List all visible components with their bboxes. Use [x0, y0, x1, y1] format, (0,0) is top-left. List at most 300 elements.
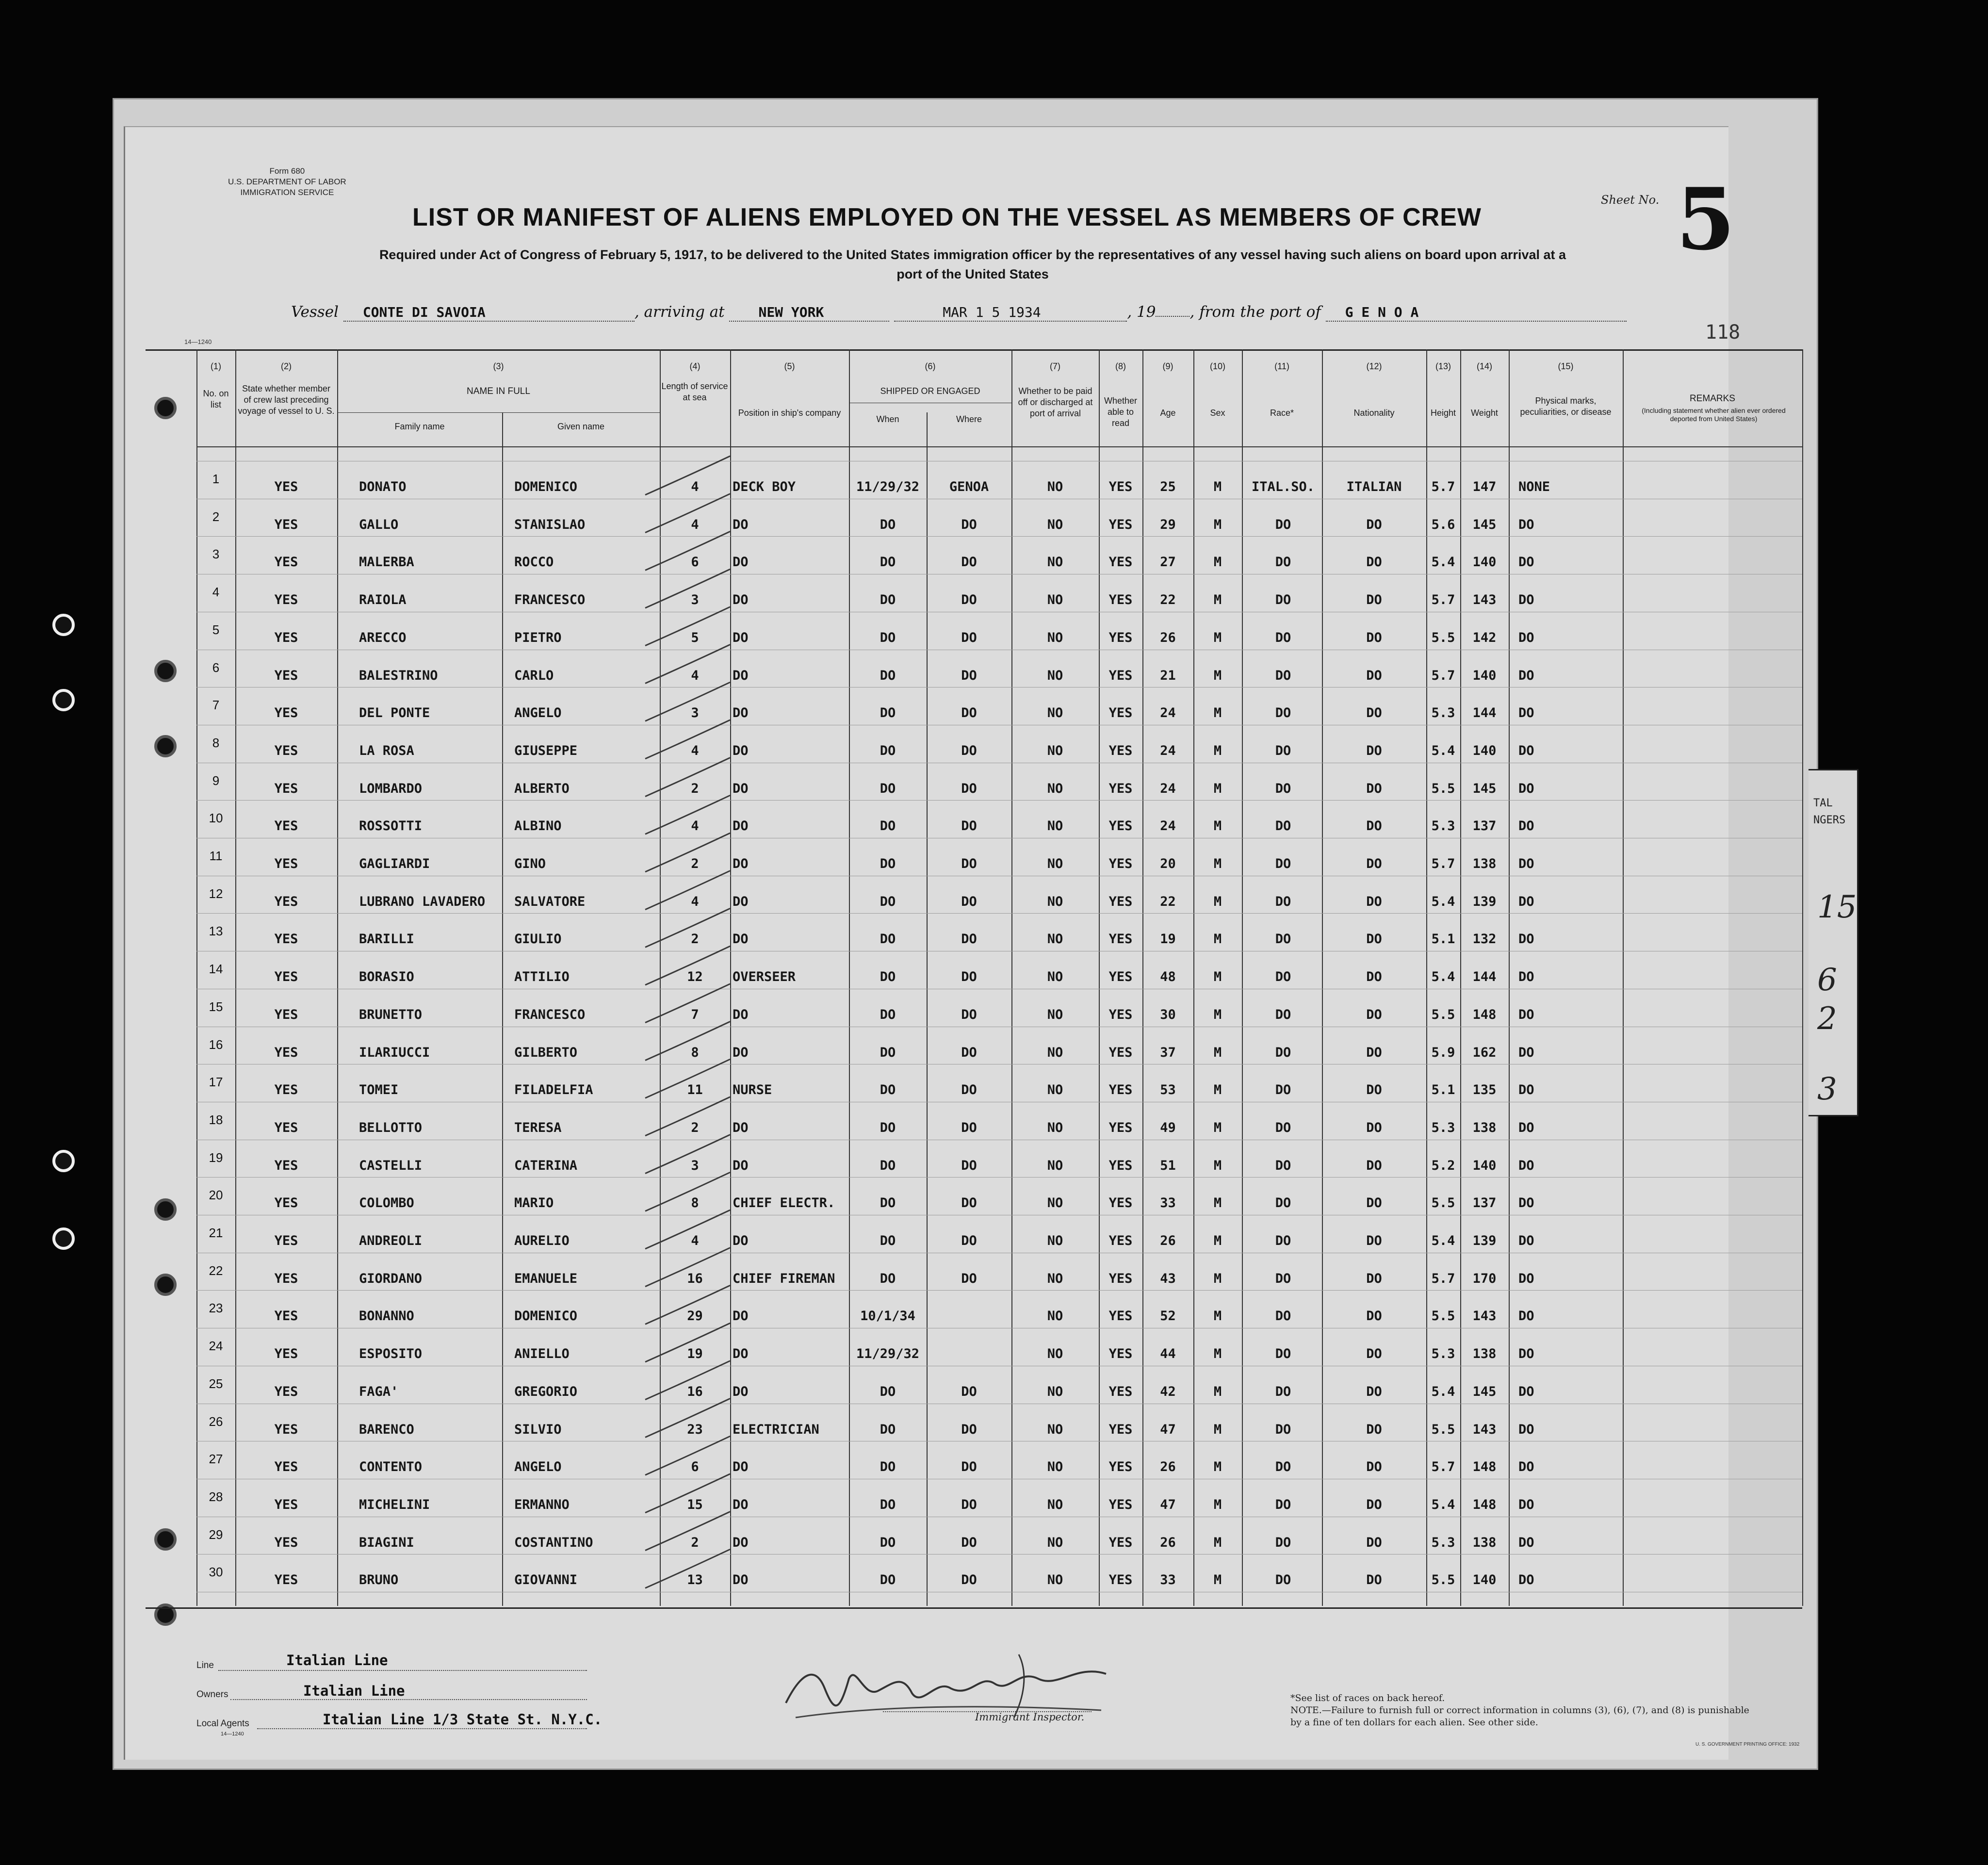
header-family-name: Family name: [394, 422, 445, 431]
cell-race: DO: [1275, 1346, 1291, 1361]
col-num-2: (2): [281, 361, 292, 371]
cell-service: 23: [687, 1422, 703, 1437]
cell-weight: 137: [1472, 1195, 1497, 1211]
cell-weight: 148: [1472, 1497, 1497, 1512]
cell-race: DO: [1275, 781, 1291, 796]
header-remarks-note: (Including statement whether alien ever ordered deported from United States): [1642, 407, 1786, 423]
cell-age: 24: [1160, 705, 1176, 720]
cell-position: DO: [733, 1459, 749, 1474]
cell-marks: DO: [1518, 668, 1534, 683]
cell-marks: DO: [1518, 1497, 1534, 1512]
cell-read: YES: [1108, 1082, 1133, 1097]
cell-sex: M: [1213, 1497, 1222, 1512]
row-number: 20: [209, 1188, 223, 1202]
cell-height: 5.3: [1431, 1346, 1455, 1361]
cell-nationality: DO: [1366, 969, 1382, 984]
row-number: 12: [209, 886, 223, 901]
cell-service: 2: [691, 856, 699, 871]
cell-sex: M: [1213, 705, 1222, 720]
cell-sex: M: [1213, 668, 1222, 683]
cell-when: DO: [880, 1195, 896, 1211]
cell-service: 2: [691, 1535, 699, 1550]
cell-read: YES: [1108, 743, 1133, 758]
cell-position: DO: [733, 592, 749, 607]
owners-field: [230, 1698, 587, 1700]
cell-nationality: DO: [1366, 894, 1382, 909]
cell-paid: NO: [1047, 1045, 1063, 1060]
cell-marks: DO: [1518, 1309, 1534, 1324]
cell-where: DO: [961, 1384, 977, 1399]
cell-when: DO: [880, 818, 896, 834]
column-rule: [1242, 349, 1243, 1606]
row-number: 10: [209, 811, 223, 825]
cell-sex: M: [1213, 479, 1222, 494]
cell-where: DO: [961, 1271, 977, 1286]
cell-given: ALBERTO: [514, 781, 570, 796]
header-able-to-read: Whether able to read: [1104, 396, 1138, 428]
cell-age: 26: [1160, 1535, 1176, 1550]
cell-nationality: DO: [1366, 1082, 1382, 1097]
binder-hole: [52, 689, 75, 711]
cell-position: DO: [733, 1158, 749, 1173]
row-number: 9: [212, 773, 220, 788]
cell-race: DO: [1275, 630, 1291, 645]
cell-service: 4: [691, 517, 699, 532]
cell-prev: YES: [274, 781, 298, 796]
cell-age: 21: [1160, 668, 1176, 683]
cell-race: DO: [1275, 1195, 1291, 1211]
cell-where: DO: [961, 1158, 977, 1173]
tab-tally-2: 6: [1817, 962, 1837, 998]
cell-given: TERESA: [514, 1120, 562, 1135]
cell-when: DO: [880, 743, 896, 758]
cell-nationality: DO: [1366, 1233, 1382, 1248]
column-rule: [337, 349, 338, 1606]
cell-paid: NO: [1047, 969, 1063, 984]
cell-prev: YES: [274, 1422, 298, 1437]
cell-marks: DO: [1518, 592, 1534, 607]
cell-age: 33: [1160, 1195, 1176, 1211]
cell-family: BRUNETTO: [359, 1007, 423, 1022]
cell-nationality: DO: [1366, 1384, 1382, 1399]
cell-marks: DO: [1518, 1535, 1534, 1550]
cell-paid: NO: [1047, 1158, 1063, 1173]
cell-nationality: DO: [1366, 668, 1382, 683]
cell-prev: YES: [274, 1497, 298, 1512]
cell-read: YES: [1108, 781, 1133, 796]
cell-prev: YES: [274, 1007, 298, 1022]
cell-race: DO: [1275, 1572, 1291, 1587]
cell-weight: 138: [1472, 1535, 1497, 1550]
row-number: 5: [212, 622, 220, 637]
cell-when: DO: [880, 1572, 896, 1587]
cell-race: DO: [1275, 1309, 1291, 1324]
cell-height: 5.1: [1431, 932, 1455, 947]
cell-service: 29: [687, 1309, 703, 1324]
column-rule: [502, 412, 503, 1606]
cell-paid: NO: [1047, 1497, 1063, 1512]
cell-service: 6: [691, 1459, 699, 1474]
cell-age: 44: [1160, 1346, 1176, 1361]
cell-prev: YES: [274, 517, 298, 532]
cell-when: DO: [880, 555, 896, 570]
cell-family: MALERBA: [359, 555, 414, 570]
cell-weight: 132: [1472, 932, 1497, 947]
col-num-3: (3): [493, 361, 504, 371]
cell-weight: 145: [1472, 517, 1497, 532]
cell-when: DO: [880, 1158, 896, 1173]
cell-sex: M: [1213, 1195, 1222, 1211]
row-number: 14: [209, 962, 223, 976]
cell-family: GALLO: [359, 517, 399, 532]
cell-race: DO: [1275, 1535, 1291, 1550]
cell-prev: YES: [274, 1271, 298, 1286]
row-number: 27: [209, 1452, 223, 1466]
cell-height: 5.6: [1431, 517, 1455, 532]
cell-sex: M: [1213, 517, 1222, 532]
cell-read: YES: [1108, 1233, 1133, 1248]
header-given-name: Given name: [557, 422, 605, 431]
cell-service: 4: [691, 894, 699, 909]
cell-read: YES: [1108, 1045, 1133, 1060]
cell-when: 10/1/34: [860, 1309, 915, 1324]
vessel-name: CONTE DI SAVOIA: [362, 304, 486, 320]
cell-family: FAGA': [359, 1384, 399, 1399]
cell-sex: M: [1213, 894, 1222, 909]
cell-read: YES: [1108, 1158, 1133, 1173]
cell-paid: NO: [1047, 668, 1063, 683]
cell-paid: NO: [1047, 1384, 1063, 1399]
cell-when: DO: [880, 781, 896, 796]
cell-read: YES: [1108, 668, 1133, 683]
cell-age: 22: [1160, 894, 1176, 909]
cell-prev: YES: [274, 1158, 298, 1173]
cell-marks: NONE: [1518, 479, 1550, 494]
cell-when: DO: [880, 1120, 896, 1135]
header-height: Height: [1430, 408, 1456, 418]
cell-height: 5.5: [1431, 781, 1455, 796]
cell-family: ANDREOLI: [359, 1233, 423, 1248]
cell-service: 4: [691, 818, 699, 834]
cell-prev: YES: [274, 1459, 298, 1474]
cell-weight: 147: [1472, 479, 1497, 494]
cell-family: COLOMBO: [359, 1195, 414, 1211]
cell-family: DEL PONTE: [359, 705, 430, 720]
cell-given: SILVIO: [514, 1422, 562, 1437]
cell-prev: YES: [274, 743, 298, 758]
cell-nationality: DO: [1366, 1007, 1382, 1022]
cell-read: YES: [1108, 818, 1133, 834]
cell-race: DO: [1275, 705, 1291, 720]
cell-where: DO: [961, 705, 977, 720]
cell-age: 49: [1160, 1120, 1176, 1135]
cell-when: DO: [880, 1422, 896, 1437]
col-num-7: (7): [1050, 361, 1060, 371]
cell-read: YES: [1108, 932, 1133, 947]
cell-marks: DO: [1518, 932, 1534, 947]
cell-given: ERMANNO: [514, 1497, 570, 1512]
cell-family: GIORDANO: [359, 1271, 423, 1286]
cell-read: YES: [1108, 1422, 1133, 1437]
cell-when: DO: [880, 1233, 896, 1248]
tab-tally-4: 3: [1817, 1071, 1837, 1107]
cell-read: YES: [1108, 1497, 1133, 1512]
cell-where: DO: [961, 1007, 977, 1022]
cell-weight: 144: [1472, 705, 1497, 720]
cell-prev: YES: [274, 1572, 298, 1587]
cell-paid: NO: [1047, 781, 1063, 796]
printing-office-mark: U. S. GOVERNMENT PRINTING OFFICE: 1932: [1695, 1742, 1800, 1747]
cell-height: 5.3: [1431, 705, 1455, 720]
cell-read: YES: [1108, 1007, 1133, 1022]
cell-age: 20: [1160, 856, 1176, 871]
cell-paid: NO: [1047, 894, 1063, 909]
cell-age: 24: [1160, 781, 1176, 796]
cell-service: 16: [687, 1384, 703, 1399]
cell-height: 5.4: [1431, 969, 1455, 984]
cell-given: ANGELO: [514, 1459, 562, 1474]
header-length-of-service: Length of service at sea: [661, 381, 728, 402]
cell-weight: 140: [1472, 1572, 1497, 1587]
cell-race: DO: [1275, 743, 1291, 758]
cell-weight: 144: [1472, 969, 1497, 984]
cell-marks: DO: [1518, 1195, 1534, 1211]
row-number: 26: [209, 1414, 223, 1429]
cell-sex: M: [1213, 743, 1222, 758]
cell-height: 5.5: [1431, 1309, 1455, 1324]
cell-age: 51: [1160, 1158, 1176, 1173]
cell-paid: NO: [1047, 818, 1063, 834]
cell-read: YES: [1108, 1195, 1133, 1211]
cell-weight: 148: [1472, 1007, 1497, 1022]
cell-where: DO: [961, 1045, 977, 1060]
cell-given: DOMENICO: [514, 1309, 578, 1324]
row-number: 29: [209, 1527, 223, 1542]
cell-position: DO: [733, 856, 749, 871]
cell-service: 12: [687, 969, 703, 984]
cell-prev: YES: [274, 969, 298, 984]
cell-given: ALBINO: [514, 818, 562, 834]
col-num-14: (14): [1476, 361, 1492, 371]
cell-nationality: DO: [1366, 517, 1382, 532]
cell-height: 5.3: [1431, 818, 1455, 834]
cell-given: CATERINA: [514, 1158, 578, 1173]
cell-weight: 143: [1472, 1422, 1497, 1437]
row-number: 19: [209, 1150, 223, 1165]
cell-prev: YES: [274, 1535, 298, 1550]
cell-sex: M: [1213, 555, 1222, 570]
header-where: Where: [956, 414, 982, 424]
date-field: [894, 303, 1127, 322]
cell-race: DO: [1275, 1497, 1291, 1512]
cell-weight: 140: [1472, 1158, 1497, 1173]
cell-race: DO: [1275, 1459, 1291, 1474]
line-value: Italian Line: [286, 1652, 388, 1669]
cell-prev: YES: [274, 1082, 298, 1097]
cell-family: MICHELINI: [359, 1497, 430, 1512]
cell-where: DO: [961, 1082, 977, 1097]
cell-age: 26: [1160, 630, 1176, 645]
row-number: 4: [212, 585, 220, 599]
cell-age: 53: [1160, 1082, 1176, 1097]
cell-weight: 139: [1472, 894, 1497, 909]
cell-where: DO: [961, 668, 977, 683]
owners-value: Italian Line: [303, 1683, 405, 1699]
cell-service: 4: [691, 668, 699, 683]
cell-sex: M: [1213, 1346, 1222, 1361]
cell-height: 5.4: [1431, 1497, 1455, 1512]
cell-age: 27: [1160, 555, 1176, 570]
cell-weight: 135: [1472, 1082, 1497, 1097]
cell-family: LOMBARDO: [359, 781, 423, 796]
column-rule: [1623, 349, 1624, 1606]
footer-note: [1290, 1692, 1756, 1729]
sheet-label: Sheet No.: [1601, 193, 1660, 207]
cell-family: BARENCO: [359, 1422, 414, 1437]
cell-where: DO: [961, 932, 977, 947]
cell-read: YES: [1108, 1120, 1133, 1135]
col-num-5: (5): [784, 361, 795, 371]
cell-weight: 137: [1472, 818, 1497, 834]
line-field: [218, 1669, 587, 1671]
cell-age: 25: [1160, 479, 1176, 494]
cell-given: ROCCO: [514, 555, 554, 570]
cell-height: 5.7: [1431, 668, 1455, 683]
cell-given: COSTANTINO: [514, 1535, 593, 1550]
column-rule: [1509, 349, 1510, 1606]
row-number: 6: [212, 660, 220, 675]
cell-service: 2: [691, 932, 699, 947]
cell-family: BELLOTTO: [359, 1120, 423, 1135]
cell-marks: DO: [1518, 1233, 1534, 1248]
row-number: 28: [209, 1489, 223, 1504]
cell-marks: DO: [1518, 856, 1534, 871]
cell-race: DO: [1275, 969, 1291, 984]
cell-age: 52: [1160, 1309, 1176, 1324]
cell-read: YES: [1108, 1535, 1133, 1550]
row-number: 30: [209, 1565, 223, 1579]
cell-family: DONATO: [359, 479, 407, 494]
cell-paid: NO: [1047, 517, 1063, 532]
cell-when: DO: [880, 969, 896, 984]
cell-prev: YES: [274, 1045, 298, 1060]
cell-given: SALVATORE: [514, 894, 586, 909]
cell-when: DO: [880, 1045, 896, 1060]
cell-race: DO: [1275, 1422, 1291, 1437]
cell-where: DO: [961, 1233, 977, 1248]
cell-race: DO: [1275, 1007, 1291, 1022]
cell-prev: YES: [274, 1346, 298, 1361]
cell-height: 5.3: [1431, 1535, 1455, 1550]
row-number: 3: [212, 547, 220, 561]
cell-height: 5.4: [1431, 1384, 1455, 1399]
cell-sex: M: [1213, 1045, 1222, 1060]
tab-text-1: TAL: [1813, 797, 1833, 809]
cell-when: DO: [880, 705, 896, 720]
cell-given: FRANCESCO: [514, 1007, 586, 1022]
col-num-4: (4): [689, 361, 701, 371]
cell-nationality: ITALIAN: [1346, 479, 1402, 494]
cell-when: DO: [880, 592, 896, 607]
cell-height: 5.7: [1431, 1271, 1455, 1286]
cell-sex: M: [1213, 1384, 1222, 1399]
row-number: 13: [209, 924, 223, 938]
cell-sex: M: [1213, 1459, 1222, 1474]
cell-given: GILBERTO: [514, 1045, 578, 1060]
cell-where: DO: [961, 1535, 977, 1550]
cell-sex: M: [1213, 969, 1222, 984]
cell-prev: YES: [274, 555, 298, 570]
col-num-10: (10): [1209, 361, 1225, 371]
cell-when: DO: [880, 1271, 896, 1286]
cell-nationality: DO: [1366, 1120, 1382, 1135]
cell-height: 5.7: [1431, 592, 1455, 607]
cell-marks: DO: [1518, 1158, 1534, 1173]
year-label: , 19: [1127, 303, 1156, 321]
cell-sex: M: [1213, 1271, 1222, 1286]
cell-weight: 145: [1472, 781, 1497, 796]
cell-family: BALESTRINO: [359, 668, 438, 683]
header-previous-voyage: State whether member of crew last preceding voyage of vessel to U. S.: [238, 384, 335, 416]
cell-race: DO: [1275, 856, 1291, 871]
cell-paid: NO: [1047, 705, 1063, 720]
cell-where: DO: [961, 1497, 977, 1512]
cell-given: ANGELO: [514, 705, 562, 720]
cell-given: PIETRO: [514, 630, 562, 645]
cell-paid: NO: [1047, 1309, 1063, 1324]
cell-where: DO: [961, 1422, 977, 1437]
cell-read: YES: [1108, 1309, 1133, 1324]
cell-family: LUBRANO LAVADERO: [359, 894, 486, 909]
cell-when: DO: [880, 668, 896, 683]
cell-sex: M: [1213, 1120, 1222, 1135]
cell-prev: YES: [274, 630, 298, 645]
cell-age: 48: [1160, 969, 1176, 984]
cell-when: 11/29/32: [856, 1346, 920, 1361]
cell-when: DO: [880, 1384, 896, 1399]
cell-nationality: DO: [1366, 555, 1382, 570]
cell-where: DO: [961, 1572, 977, 1587]
service-name: IMMIGRATION SERVICE: [240, 188, 334, 197]
row-rule: [196, 1290, 1802, 1291]
col-num-15: (15): [1558, 361, 1574, 371]
cell-position: DO: [733, 1384, 749, 1399]
cell-marks: DO: [1518, 1271, 1534, 1286]
cell-where: DO: [961, 1195, 977, 1211]
cell-family: ESPOSITO: [359, 1346, 423, 1361]
cell-race: DO: [1275, 555, 1291, 570]
side-tally-tab: [1809, 769, 1858, 1116]
form-code-mark: 14—1240: [184, 338, 212, 345]
cell-race: DO: [1275, 1120, 1291, 1135]
cell-read: YES: [1108, 1459, 1133, 1474]
cell-weight: 170: [1472, 1271, 1497, 1286]
cell-family: ILARIUCCI: [359, 1045, 430, 1060]
cell-nationality: DO: [1366, 1497, 1382, 1512]
cell-prev: YES: [274, 1120, 298, 1135]
cell-nationality: DO: [1366, 856, 1382, 871]
cell-family: LA ROSA: [359, 743, 414, 758]
binder-hole: [52, 1227, 75, 1250]
cell-race: DO: [1275, 1271, 1291, 1286]
cell-position: DO: [733, 1535, 749, 1550]
row-number: 16: [209, 1037, 223, 1052]
year-field: [1156, 316, 1190, 317]
cell-position: DO: [733, 1497, 749, 1512]
cell-service: 8: [691, 1045, 699, 1060]
cell-service: 11: [687, 1082, 703, 1097]
cell-weight: 140: [1472, 668, 1497, 683]
